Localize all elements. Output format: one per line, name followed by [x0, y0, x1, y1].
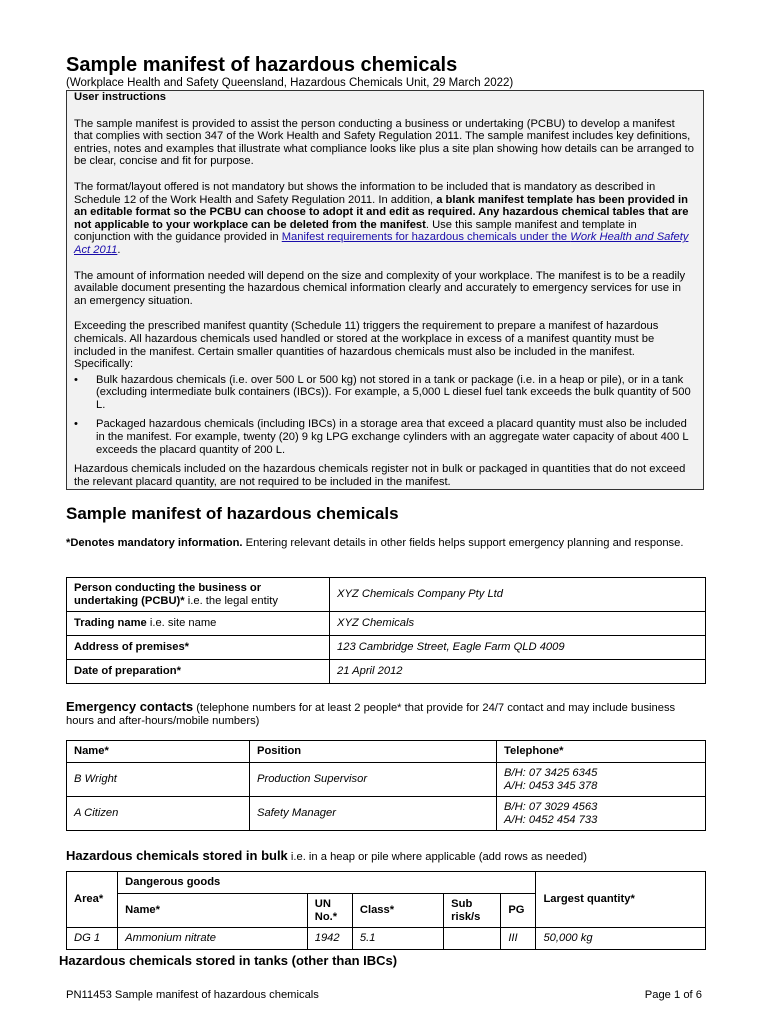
section-title: Sample manifest of hazardous chemicals [66, 504, 399, 523]
table-row [67, 636, 706, 660]
table-row [67, 741, 706, 763]
col-header-name: Name* [118, 894, 308, 928]
contact-position[interactable]: Safety Manager [250, 797, 497, 831]
instructions-paragraph-3: The amount of information needed will depend on the size and complexity of your workplace. The manifest is to be a readily available document presenting the hazardous chemical information clearly and accurately to emergency services for use in an emergency situation. [74, 269, 686, 307]
manifest-requirements-link[interactable]: Manifest requirements for hazardous chemicals under the Work Health and Safety Act 2011 [74, 231, 689, 256]
contact-position[interactable]: Production Supervisor [250, 763, 497, 797]
instructions-paragraph-4: Exceeding the prescribed manifest quantity (Schedule 11) triggers the requirement to prepare a manifest of hazardous chemicals. All hazardous chemicals used handled or stored at the workplace in excess of a manifest quantity must be included in the manifest. Certain smaller quantities of hazardous chemicals must also be included in the manifest. Specifically: [74, 320, 659, 371]
date-label: Date of preparation* [67, 660, 330, 684]
address-label: Address of premises* [67, 636, 330, 660]
table-row [67, 578, 706, 612]
contact-name[interactable]: B Wright [67, 763, 250, 797]
cell-largest-quantity[interactable]: 50,000 kg [536, 928, 706, 950]
table-row [67, 797, 706, 831]
contact-name[interactable]: A Citizen [67, 797, 250, 831]
table-row [67, 928, 706, 950]
col-header-largest-quantity: Largest quantity* [536, 872, 706, 928]
trading-name-label: Trading name i.e. site name [67, 612, 330, 636]
col-header-area: Area* [67, 872, 118, 928]
instructions-paragraph-5: Hazardous chemicals included on the hazardous chemicals register not in bulk or packaged in quantities that do not exceed the relevant placard quantity, are not required to be included in the manifest. [74, 463, 686, 488]
date-value[interactable]: 21 April 2012 [330, 660, 706, 684]
address-value[interactable]: 123 Cambridge Street, Eagle Farm QLD 4009 [330, 636, 706, 660]
cell-un[interactable]: 1942 [307, 928, 352, 950]
cell-name[interactable]: Ammonium nitrate [118, 928, 308, 950]
pcbu-value[interactable]: XYZ Chemicals Company Pty Ltd [330, 578, 706, 612]
document-title: Sample manifest of hazardous chemicals [66, 54, 458, 76]
contact-telephone[interactable]: B/H: 07 3029 4563 A/H: 0452 454 733 [497, 797, 706, 831]
instructions-paragraph-1: The sample manifest is provided to assist the person conducting a business or undertaking (PCBU) to develop a manifest that complies with section 347 of the Work Health and Safety Regulation 2011. The sample manifest includes key definitions, entries, notes and examples that illustrate what compliance looks like plus a site plan showing how details can be arranged to be clear, concise and fit for purpose. [74, 117, 695, 168]
emergency-contacts-heading: Emergency contacts (telephone numbers for at least 2 people* that provide for 24/7 contact and may include business hours and after-hours/mobile numbers) [66, 699, 676, 727]
table-row [67, 612, 706, 636]
user-instructions-heading: User instructions [74, 91, 167, 103]
cell-area[interactable]: DG 1 [67, 928, 118, 950]
page-footer [66, 989, 706, 1001]
bulk-chemicals-table [66, 871, 706, 950]
table-row [67, 660, 706, 684]
pcbu-label: Person conducting the business or undertaking (PCBU)* i.e. the legal entity [67, 578, 330, 612]
document-subtitle: (Workplace Health and Safety Queensland, Hazardous Chemicals Unit, 29 March 2022) [66, 77, 514, 89]
instructions-bullet: • Bulk hazardous chemicals (i.e. over 500 L or 500 kg) not stored in a tank or package (i.e. in a heap or pile), or in a tank (excluding intermediate bulk containers (IBCs)). For example, a 5,000 L diesel fuel tank exceeds the bulk quantity of 500 L. [96, 374, 696, 412]
tanks-heading: Hazardous chemicals stored in tanks (other than IBCs) [59, 953, 398, 968]
col-header-name: Name* [67, 741, 250, 763]
col-header-pg: PG [501, 894, 536, 928]
col-header-sub-risk: Sub risk/s [444, 894, 501, 928]
table-row [67, 872, 706, 894]
col-header-position: Position [250, 741, 497, 763]
bulk-heading: Hazardous chemicals stored in bulk i.e. in a heap or pile where applicable (add rows as needed) [66, 848, 587, 863]
instructions-paragraph-2: The format/layout offered is not mandatory but shows the information to be included that is mandatory as described in Schedule 12 of the Work Health and Safety Regulation 2011. In addition, a blank manifest template has been provided in an editable format so the PCBU can choose to adopt it and edit as required. Any hazardous chemical tables that are not applicable to your workplace can be deleted from the manifest. Use this sample manifest and template in conjunction with the guidance provided in Manifest requirements for hazardous chemicals under the Work Health and Safety Act 2011. [74, 180, 689, 256]
col-header-class: Class* [352, 894, 443, 928]
cell-class[interactable]: 5.1 [352, 928, 443, 950]
footer-document-id: PN11453 Sample manifest of hazardous chemicals [66, 989, 319, 1001]
instructions-bullet-list [74, 374, 696, 457]
cell-pg[interactable]: III [501, 928, 536, 950]
instructions-bullet: • Packaged hazardous chemicals (including IBCs) in a storage area that exceed a placard quantity must also be included in the manifest. For example, twenty (20) 9 kg LPG exchange cylinders with an aggregate water capacity of about 400 L exceeds the placard quantity of 200 L. [96, 418, 696, 456]
contact-telephone[interactable]: B/H: 07 3425 6345 A/H: 0453 345 378 [497, 763, 706, 797]
emergency-contacts-table [66, 740, 706, 831]
business-details-table [66, 577, 706, 684]
col-header-telephone: Telephone* [497, 741, 706, 763]
user-instructions-box [66, 90, 704, 490]
table-row [67, 763, 706, 797]
mandatory-note: *Denotes mandatory information. Entering relevant details in other fields helps support emergency planning and response. [66, 537, 684, 549]
cell-sub-risk[interactable] [444, 928, 501, 950]
footer-page-number: Page 1 of 6 [644, 989, 702, 1001]
col-header-dangerous-goods: Dangerous goods [118, 872, 536, 894]
col-header-un: UN No.* [307, 894, 352, 928]
trading-name-value[interactable]: XYZ Chemicals [330, 612, 706, 636]
